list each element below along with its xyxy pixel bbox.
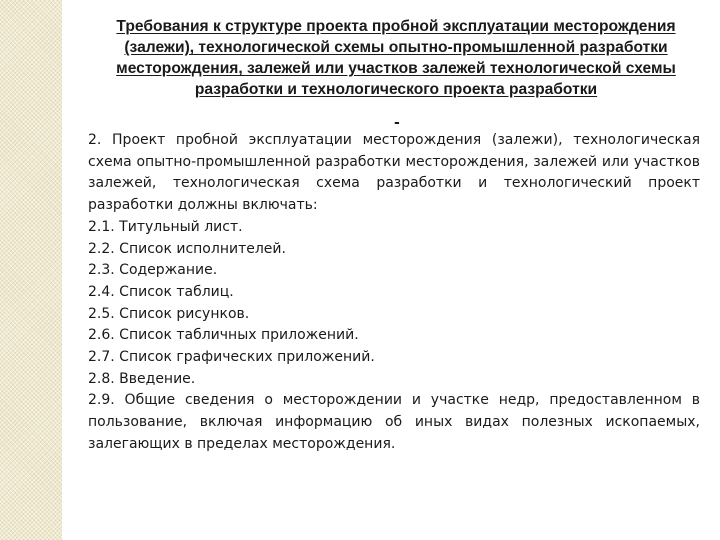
list-item-2-5: 2.5. Список рисунков.: [88, 305, 250, 322]
list-item-2-7: 2.7. Список графических приложений.: [88, 349, 375, 366]
list-item-2-2: 2.2. Список исполнителей.: [88, 240, 286, 257]
title-dash: -: [394, 115, 400, 131]
list-item-2-9: 2.9. Общие сведения о месторождении и участке недр, предоставленном в пользование, включая информацию об иных видах полезных ископаемых, залегающих в пределах месторождения.: [88, 392, 700, 452]
list-item-2-3: 2.3. Содержание.: [88, 262, 218, 279]
decorative-side-strip: [0, 0, 62, 540]
list-item-2-8: 2.8. Введение.: [88, 370, 196, 387]
intro-paragraph: 2. Проект пробной эксплуатации месторождения (залежи), технологическая схема опытно-промышленной разработки месторождения, залежей или участков залежей, технологическая схема разработки и технологический проект разработки должны включать:: [88, 132, 700, 214]
slide-title: Требования к структуре проекта пробной эксплуатации месторождения (залежи), технологической схемы опытно-промышленной разработки месторождения, залежей или участков залежей технологической схемы разработки и технологического проекта разработки: [116, 18, 676, 98]
slide-body: [88, 130, 700, 456]
list-item-2-4: 2.4. Список таблиц.: [88, 283, 234, 300]
list-item-2-6: 2.6. Список табличных приложений.: [88, 327, 359, 344]
list-item-2-1: 2.1. Титульный лист.: [88, 218, 243, 235]
